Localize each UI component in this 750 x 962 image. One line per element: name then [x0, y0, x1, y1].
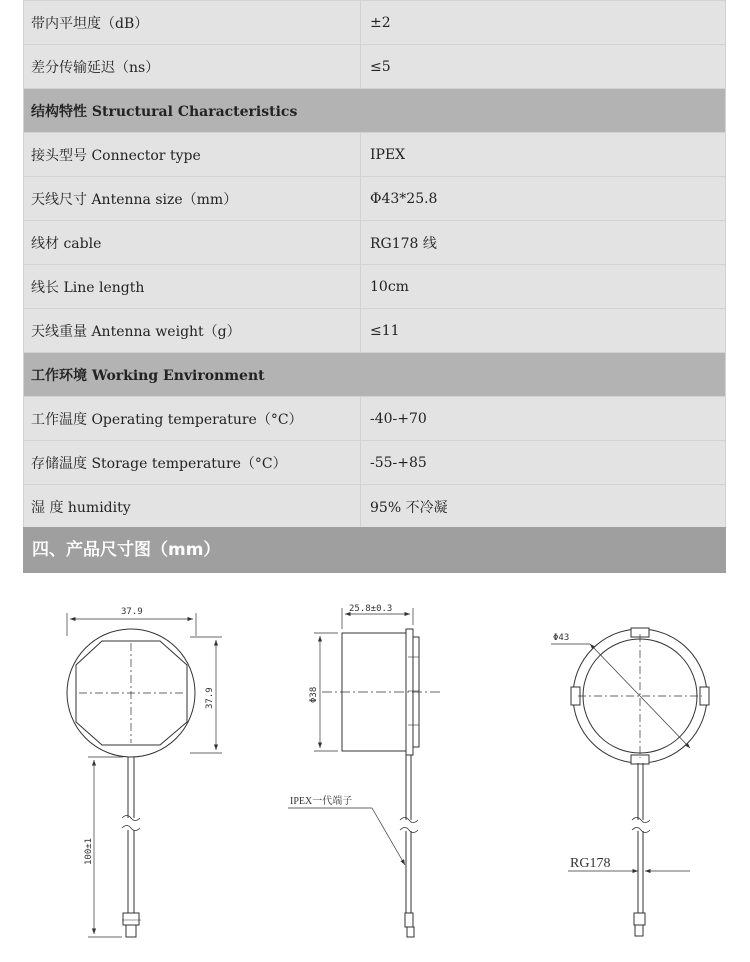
table-row [24, 397, 726, 441]
section-header-label: 工作环境 Working Environment [24, 353, 726, 397]
table-row [24, 265, 726, 309]
section-header-row [24, 89, 726, 133]
table-row [24, 485, 726, 529]
table-row [24, 309, 726, 353]
front-width-dim: 37.9 [121, 607, 143, 617]
side-depth-dim: 25.8±0.3 [349, 604, 393, 614]
table-row [24, 441, 726, 485]
side-view-drawing [288, 608, 440, 937]
front-view-drawing [67, 613, 222, 937]
cable-length-dim: 100±1 [84, 837, 94, 865]
spec-label: 带内平坦度（dB） [24, 1, 361, 45]
spec-value: ≤11 [361, 309, 726, 353]
spec-label: 湿 度 humidity [24, 485, 361, 529]
spec-value: ≤5 [361, 45, 726, 89]
spec-label: 存储温度 Storage temperature（°C） [24, 441, 361, 485]
rg178-label: RG178 [570, 856, 611, 871]
spec-label: 接头型号 Connector type [24, 133, 361, 177]
ipex-connector-label: IPEX一代端子 [290, 796, 353, 807]
table-row [24, 133, 726, 177]
spec-value: ±2 [361, 1, 726, 45]
table-row [24, 177, 726, 221]
section-header-row [24, 353, 726, 397]
spec-label: 天线重量 Antenna weight（g） [24, 309, 361, 353]
spec-value: Φ43*25.8 [361, 177, 726, 221]
spec-value: -40-+70 [361, 397, 726, 441]
drawings-svg [0, 573, 750, 962]
section-header-label: 结构特性 Structural Characteristics [24, 89, 726, 133]
top-diameter-dim: Φ43 [553, 633, 570, 643]
table-row [24, 1, 726, 45]
table-row [24, 221, 726, 265]
spec-label: 天线尺寸 Antenna size（mm） [24, 177, 361, 221]
spec-value: -55-+85 [361, 441, 726, 485]
spec-value: RG178 线 [361, 221, 726, 265]
dimension-drawings [0, 573, 750, 962]
spec-value: IPEX [361, 133, 726, 177]
spec-value: 95% 不冷凝 [361, 485, 726, 529]
front-height-dim: 37.9 [205, 687, 215, 709]
side-diameter-dim: Φ38 [309, 686, 319, 703]
top-view-drawing [551, 628, 709, 936]
spec-label: 差分传输延迟（ns） [24, 45, 361, 89]
spec-value: 10cm [361, 265, 726, 309]
spec-label: 线材 cable [24, 221, 361, 265]
dimension-section-title: 四、产品尺寸图（mm） [23, 527, 726, 573]
table-row [24, 45, 726, 89]
spec-label: 线长 Line length [24, 265, 361, 309]
spec-table [23, 0, 726, 529]
spec-label: 工作温度 Operating temperature（°C） [24, 397, 361, 441]
